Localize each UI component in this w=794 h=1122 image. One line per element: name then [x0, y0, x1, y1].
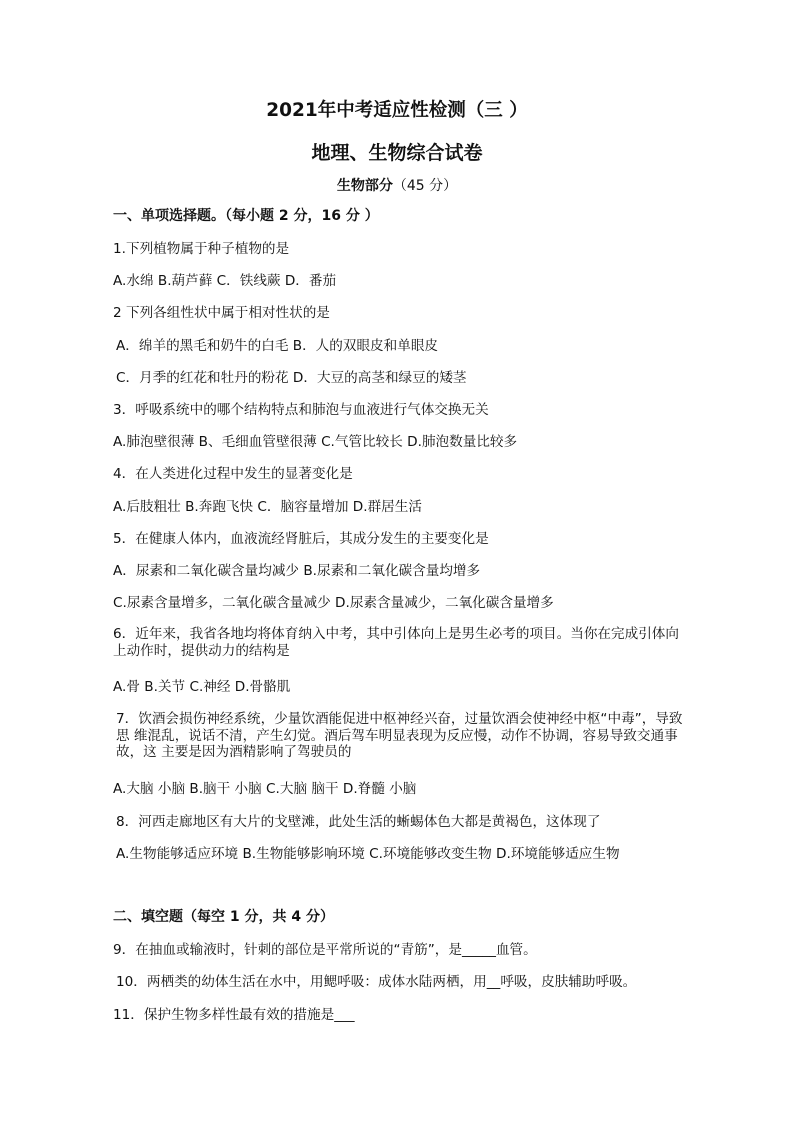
- section1-heading: 一、单项选择题。（每小题 2 分，16 分 ）: [113, 208, 379, 224]
- q1-options: A.水绵 B.葫芦藓 C．铁线蕨 D．番茄: [113, 273, 337, 289]
- q2-stem: 2 下列各组性状中属于相对性状的是: [113, 305, 330, 321]
- q3-options: A.肺泡壁很薄 B、毛细血管壁很薄 C.气管比较长 D.肺泡数量比较多: [113, 434, 518, 450]
- q6-options: A.骨 B.关节 C.神经 D.骨骼肌: [113, 679, 291, 695]
- q5-stem: 5．在健康人体内，血液流经肾脏后，其成分发生的主要变化是: [113, 531, 489, 547]
- q10: 10．两栖类的幼体生活在水中，用鳃呼吸：成体水陆两栖，用__呼吸，皮肤辅助呼吸。: [116, 974, 637, 990]
- q7-stem: 7．饮酒会损伤神经系统，少量饮酒能促进中枢神经兴奋，过量饮酒会使神经中枢“中毒”，导致思 维混乱，说话不清，产生幻觉。酒后驾车明显表现为反应慢，动作不协调，容易导致交通事故，这 主要是因为酒精影响了驾驶员的: [116, 711, 683, 760]
- q4-options: A.后肢粗壮 B.奔跑飞快 C．脑容量增加 D.群居生活: [113, 499, 422, 515]
- part-heading: [0, 175, 794, 195]
- part-score: （45 分）: [392, 178, 458, 194]
- q9: 9．在抽血或输液时，针刺的部位是平常所说的“青筋”，是_____血管。: [113, 942, 537, 958]
- q5-options-ab: A．尿素和二氧化碳含量均减少 B.尿素和二氧化碳含量均增多: [113, 563, 481, 579]
- q1-stem: 1.下列植物属于种子植物的是: [113, 241, 290, 257]
- exam-subtitle: 地理、生物综合试卷: [311, 142, 483, 164]
- q8-options: A.生物能够适应环境 B.生物能够影响环境 C.环境能够改变生物 D.环境能够适应生物: [116, 846, 620, 862]
- q2-options-ab: A．绵羊的黑毛和奶牛的白毛 B．人的双眼皮和单眼皮: [116, 338, 439, 354]
- q4-stem: 4．在人类进化过程中发生的显著变化是: [113, 466, 353, 482]
- q11: 11．保护生物多样性最有效的措施是___: [113, 1007, 355, 1023]
- q2-options-cd: C．月季的红花和牡丹的粉花 D．大豆的高茎和绿豆的矮茎: [116, 370, 467, 386]
- exam-title: 2021年中考适应性检测（三 ）: [266, 100, 528, 121]
- section2-heading: 二、填空题（每空 1 分，共 4 分）: [113, 909, 334, 925]
- q6-stem: 6．近年来，我省各地均将体育纳入中考，其中引体向上是男生必考的项目。当你在完成引体向上动作时，提供动力的结构是: [113, 626, 679, 659]
- q3-stem: 3．呼吸系统中的哪个结构特点和肺泡与血液进行气体交换无关: [113, 402, 489, 418]
- q7-options: A.大脑 小脑 B.脑干 小脑 C.大脑 脑干 D.脊髓 小脑: [113, 781, 417, 797]
- part-label: 生物部分: [336, 178, 393, 194]
- q8-stem: 8．河西走廊地区有大片的戈壁滩，此处生活的蜥蜴体色大都是黄褐色，这体现了: [116, 814, 601, 830]
- q5-options-cd: C.尿素含量增多，二氧化碳含量减少 D.尿素含量减少，二氧化碳含量增多: [113, 595, 554, 611]
